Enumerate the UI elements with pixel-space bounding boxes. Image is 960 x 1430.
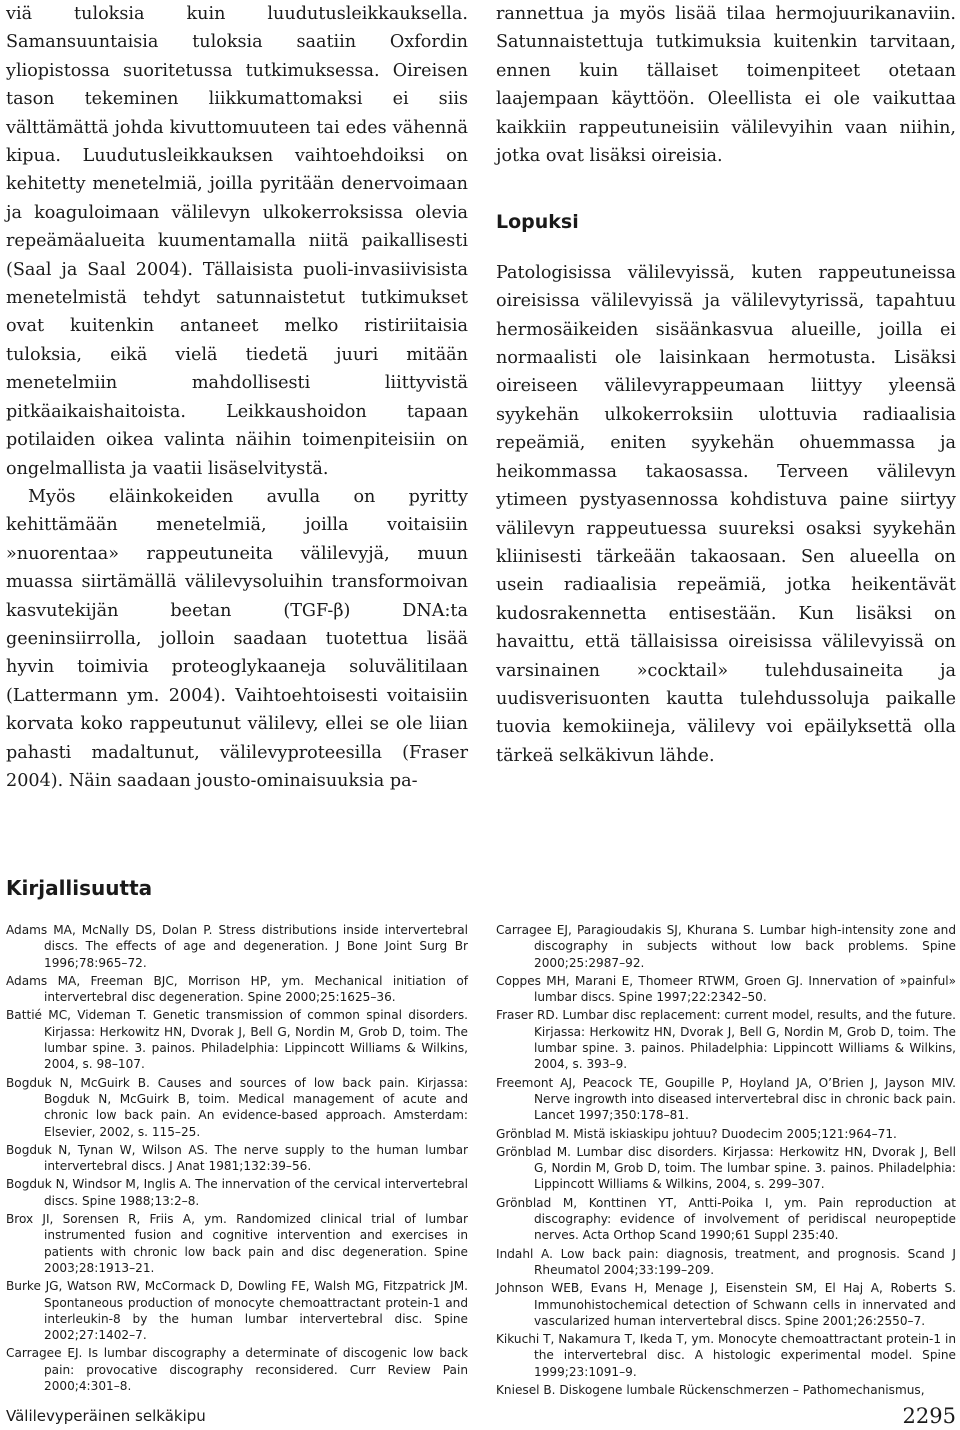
- reference-item: Brox JI, Sorensen R, Friis A, ym. Randomized clinical trial of lumbar instrumented fusion and cognitive intervention and exercises in patients with chronic low back pain and disc degeneration. Spine 2003;28:1913–21.: [6, 1212, 468, 1275]
- footer-running-title: Välilevyperäinen selkäkipu: [6, 1407, 206, 1425]
- references-heading: Kirjallisuutta: [6, 876, 153, 900]
- references-column-left: [6, 922, 468, 1396]
- reference-item: Battié MC, Videman T. Genetic transmission of common spinal disorders. Kirjassa: Herkowitz HN, Dvorak J, Bell G, Nordin M, Grob D, toim. The lumbar spine. 3. painos. Philadelphia: Lippincott Williams & Wilkins, 2004, s. 98–107.: [6, 1008, 468, 1072]
- reference-item: Grönblad M. Mistä iskiaskipu johtuu? Duodecim 2005;121:964–71.: [496, 1126, 897, 1141]
- reference-item: Carragee EJ, Paragioudakis SJ, Khurana S. Lumbar high-intensity zone and discography in subjects without low back problems. Spine 2000;25:2987–92.: [496, 923, 956, 970]
- reference-item: Kniesel B. Diskogene lumbale Rückenschmerzen – Pathomechanismus,: [496, 1383, 925, 1398]
- reference-item: Kikuchi T, Nakamura T, Ikeda T, ym. Monocyte chemoattractant protein-1 in the intervertebral disc. A histologic experimental model. Spine 1999;23:1091–9.: [496, 1332, 956, 1379]
- reference-item: Grönblad M, Konttinen YT, Antti-Poika I, ym. Pain reproduction at discography: evidence of involvement of peridiscal neuropeptide nerves. Acta Orthop Scand 1990;61 Suppl 235:40.: [496, 1195, 956, 1243]
- references-column-right: [496, 922, 956, 1400]
- body-column-right: [496, 0, 956, 770]
- reference-item: Bogduk N, Windsor M, Inglis A. The innervation of the cervical intervertebral discs. Spine 1988;13:2–8.: [6, 1177, 468, 1208]
- reference-item: Coppes MH, Marani E, Thomeer RTWM, Groen GJ. Innervation of »painful» lumbar discs. Spine 1997;22:2342–50.: [496, 973, 956, 1005]
- body-paragraph: viä tuloksia kuin luudutusleikkauksella. Samansuuntaisia tuloksia saatiin Oxfordin yliopistossa suoritetussa tutkimuksessa. Oireisen tason tekeminen liikkumattomaksi ei siis välttämättä johda kivuttomuuteen tai edes vähennä kipua. Luudutusleikkauksen vaihtoehdoiksi on kehitetty menetelmiä, joilla pyritään denervoimaan ja koaguloimaan välilevyn ulkokerroksissa olevia repeämäalueita kuumentamalla niitä paikallisesti (Saal ja Saal 2004). Tällaisista puoli-invasiivisista menetelmistä tehdyt satunnaistetut tutkimukset ovat kuitenkin antaneet melko ristiriitaisia tuloksia, eikä vielä tiedetä juuri mitään menetelmiin mahdollisesti liittyvistä pitkäaikaishaitoista. Leikkaushoidon tapaan potilaiden oikea valinta näihin toimenpiteisiin on ongelmallista ja vaatii lisäselvitystä.: [6, 4, 468, 479]
- reference-item: Bogduk N, Tynan W, Wilson AS. The nerve supply to the human lumbar intervertebral discs. J Anat 1981;132:39–56.: [6, 1142, 468, 1174]
- reference-item: Adams MA, Freeman BJC, Morrison HP, ym. Mechanical initiation of intervertebral disc degeneration. Spine 2000;25:1625–36.: [6, 973, 468, 1005]
- body-paragraph: rannettua ja myös lisää tilaa hermojuurikanaviin. Satunnaistettuja tutkimuksia kuitenkin tarvitaan, ennen kuin tällaiset toimenpiteet otetaan laajempaan käyttöön. Oleellista ei ole vaikuttaa kaikkiin rappeutuneisiin välilevyihin vaan niihin, jotka ovat lisäksi oireisia.: [496, 4, 956, 167]
- reference-item: Grönblad M. Lumbar disc disorders. Kirjassa: Herkowitz HN, Dvorak J, Bell G, Nordin M, Grob D, toim. The lumbar spine. 3. painos. Philadelphia: Lippincott Williams & Wilkins, 2004, s. 299–307.: [496, 1144, 956, 1192]
- conclusion-paragraph: Patologisissa välilevyissä, kuten rappeutuneissa oireisissa välilevyissä ja välilevytyrissä, tapahtuu hermosäikeiden sisäänkasvua alueille, joilla ei normaalisti ole laisinkaan hermotusta. Lisäksi oireiseen välilevyrappeumaan liittyy yleensä syykehän ulkokerroksiin ulottuvia radiaalisia repeämiä, eniten syykehän ohuemmassa ja heikommassa takaosassa. Terveen välilevyn ytimeen pystyasennossa kohdistuva paine siirtyy välilevyn rappeutuessa suureksi osaksi syykehän kliinisesti tärkeään takaosaan. Sen alueella on usein radiaalisia repeämiä, jotka heikentävät kudosrakennetta entisestään. Kun lisäksi on havaittu, että tällaisissa oireisissa välilevyissä on varsinainen »cocktail» tulehdusaineita ja uudisverisuonten kautta tulehdussoluja paikalle tuovia kemokiineja, välilevy voi epäilyksettä olla tärkeä selkäkivun lähde.: [496, 262, 956, 766]
- reference-item: Freemont AJ, Peacock TE, Goupille P, Hoyland JA, O’Brien J, Jayson MIV. Nerve ingrowth into diseased intervertebral disc in chronic back pain. Lancet 1997;350:178–81.: [496, 1075, 956, 1123]
- body-column-left: [6, 0, 468, 795]
- reference-item: Carragee EJ. Is lumbar discography a determinate of discogenic low back pain: provocative discography reconsidered. Curr Review Pain 2000;4:301–8.: [6, 1346, 468, 1394]
- section-heading-lopuksi: Lopuksi: [496, 211, 579, 234]
- reference-item: Bogduk N, McGuirk B. Causes and sources of low back pain. Kirjassa: Bogduk N, McGuirk B, toim. Medical management of acute and chronic low back pain. An evidence-based approach. Amsterdam: Elsevier, 2002, s. 115–25.: [6, 1075, 468, 1139]
- page-number: 2295: [902, 1404, 956, 1428]
- reference-item: Johnson WEB, Evans H, Menage J, Eisenstein SM, El Haj A, Roberts S. Immunohistochemical detection of Schwann cells in innervated and vascularized human intervertebral discs. Spine 2001;26:2550–7.: [496, 1281, 956, 1328]
- reference-item: Indahl A. Low back pain: diagnosis, treatment, and prognosis. Scand J Rheumatol 2004;33:199–209.: [496, 1246, 956, 1277]
- reference-item: Adams MA, McNally DS, Dolan P. Stress distributions inside intervertebral discs. The effects of age and degeneration. J Bone Joint Surg Br 1996;78:965–72.: [6, 923, 468, 970]
- reference-item: Fraser RD. Lumbar disc replacement: current model, results, and the future. Kirjassa: Herkowitz HN, Dvorak J, Bell G, Nordin M, Grob D, toim. The lumbar spine. 3. painos. Philadelphia: Lippincott Williams & Wilkins, 2004, s. 393–9.: [496, 1008, 956, 1072]
- body-paragraph: Myös eläinkokeiden avulla on pyritty kehittämään menetelmiä, joilla voitaisiin »nuorentaa» rappeutuneita välilevyjä, muun muassa siirtämällä välilevysoluihin transformoivan kasvutekijän beetan (TGF-β) DNA:ta geeninsiirrolla, jolloin saadaan tuotettua lisää hyvin toimivia proteoglykaaneja soluvälitilaan (Lattermann ym. 2004). Vaihtoehtoisesti voitaisiin korvata koko rappeutunut välilevy, ellei se ole liian pahasti madaltunut, välilevyproteesilla (Fraser 2004). Näin saadaan jousto-ominaisuuksia pa-: [6, 486, 468, 791]
- reference-item: Burke JG, Watson RW, McCormack D, Dowling FE, Walsh MG, Fitzpatrick JM. Spontaneous production of monocyte chemoattractant protein-1 and interleukin-8 by the human lumbar intervertebral disc. Spine 2002;27:1402–7.: [6, 1279, 468, 1343]
